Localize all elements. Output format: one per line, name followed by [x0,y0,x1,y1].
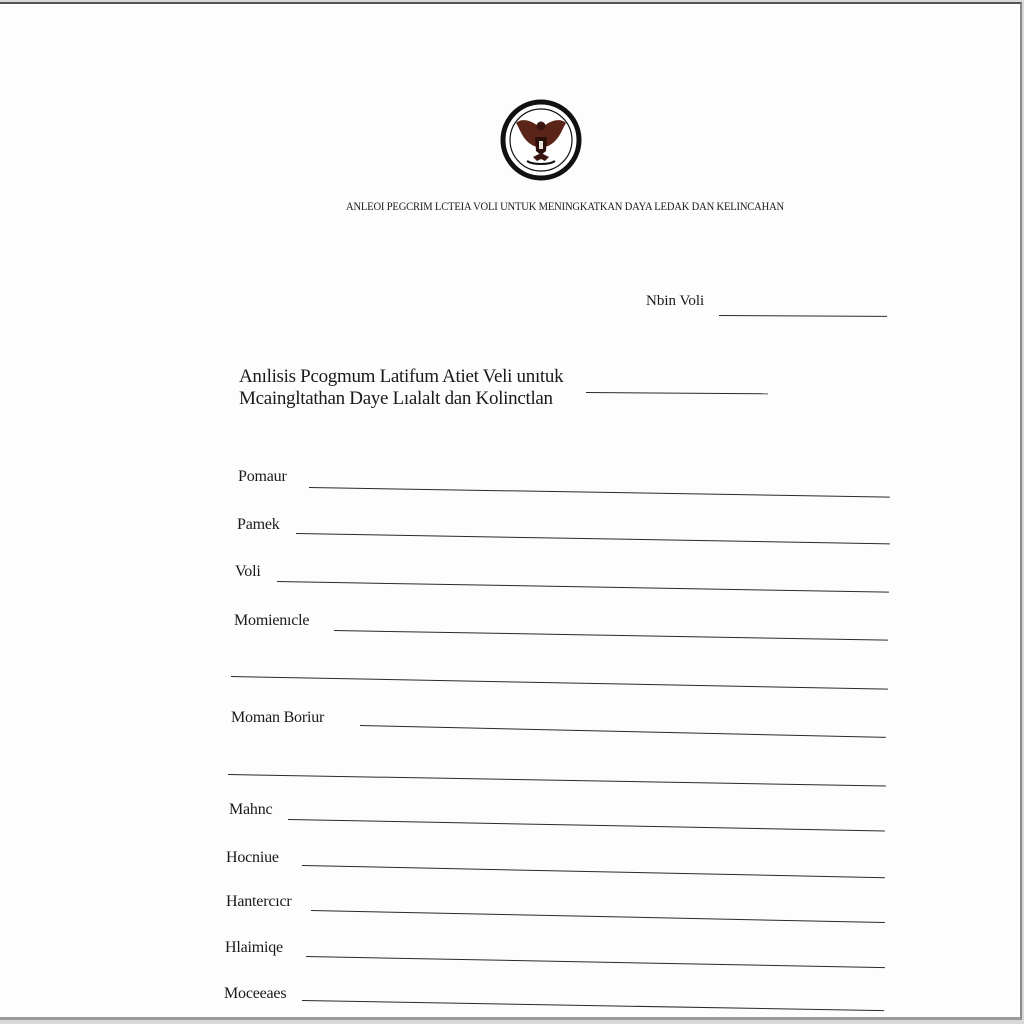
name-field-line[interactable] [719,315,887,317]
study-title-line[interactable] [586,392,768,394]
form-page [0,2,1022,1020]
field-label-pamek: Pamek [237,516,280,533]
study-title-line2: Mcaingltathan Daye Lıalalt dan Kolinctlan [239,388,553,409]
field-line-hocniue[interactable] [302,865,885,878]
field-line-hlaimiqe[interactable] [306,956,885,968]
field-label-voli: Voli [235,563,261,580]
field-label-mahnc: Mahnc [229,801,273,818]
study-title-line1: Anılisis Pcogmum Latifum Atiet Veli unıtuk [239,366,564,387]
field-label-momienicle: Momienıcle [234,612,310,629]
field-line-moman-boriur[interactable] [360,725,886,738]
field-line-voli[interactable] [277,581,889,593]
document-header-title: ANLEOI PEGCRIM LCTEIA VOLI UNTUK MENINGKATKAN DAYA LEDAK DAN KELINCAHAN [345,201,785,213]
field-label-hocniue: Hocniue [226,849,279,866]
field-label-hantercicr: Hantercıcr [226,893,292,910]
field-label-moman-boriur: Moman Boriur [231,709,325,726]
field-line-pamek[interactable] [296,533,890,544]
field-line-momienicle[interactable] [334,630,888,641]
field-line-pomaur[interactable] [309,487,890,498]
field-label-moceeaes: Moceeaes [224,985,287,1002]
field-label-hlaimiqe: Hlaimiqe [225,939,283,956]
field-label-pomaur: Pomaur [238,468,287,485]
name-field-label: Nbin Voli [646,293,705,309]
field-line-mahnc[interactable] [288,819,885,831]
garuda-emblem-icon [500,99,582,181]
field-line-hantercicr[interactable] [311,910,885,923]
field-line-continuation-2[interactable] [228,774,886,786]
study-title [239,366,563,410]
field-line-moceeaes[interactable] [302,1000,884,1011]
field-line-continuation-1[interactable] [231,676,888,690]
